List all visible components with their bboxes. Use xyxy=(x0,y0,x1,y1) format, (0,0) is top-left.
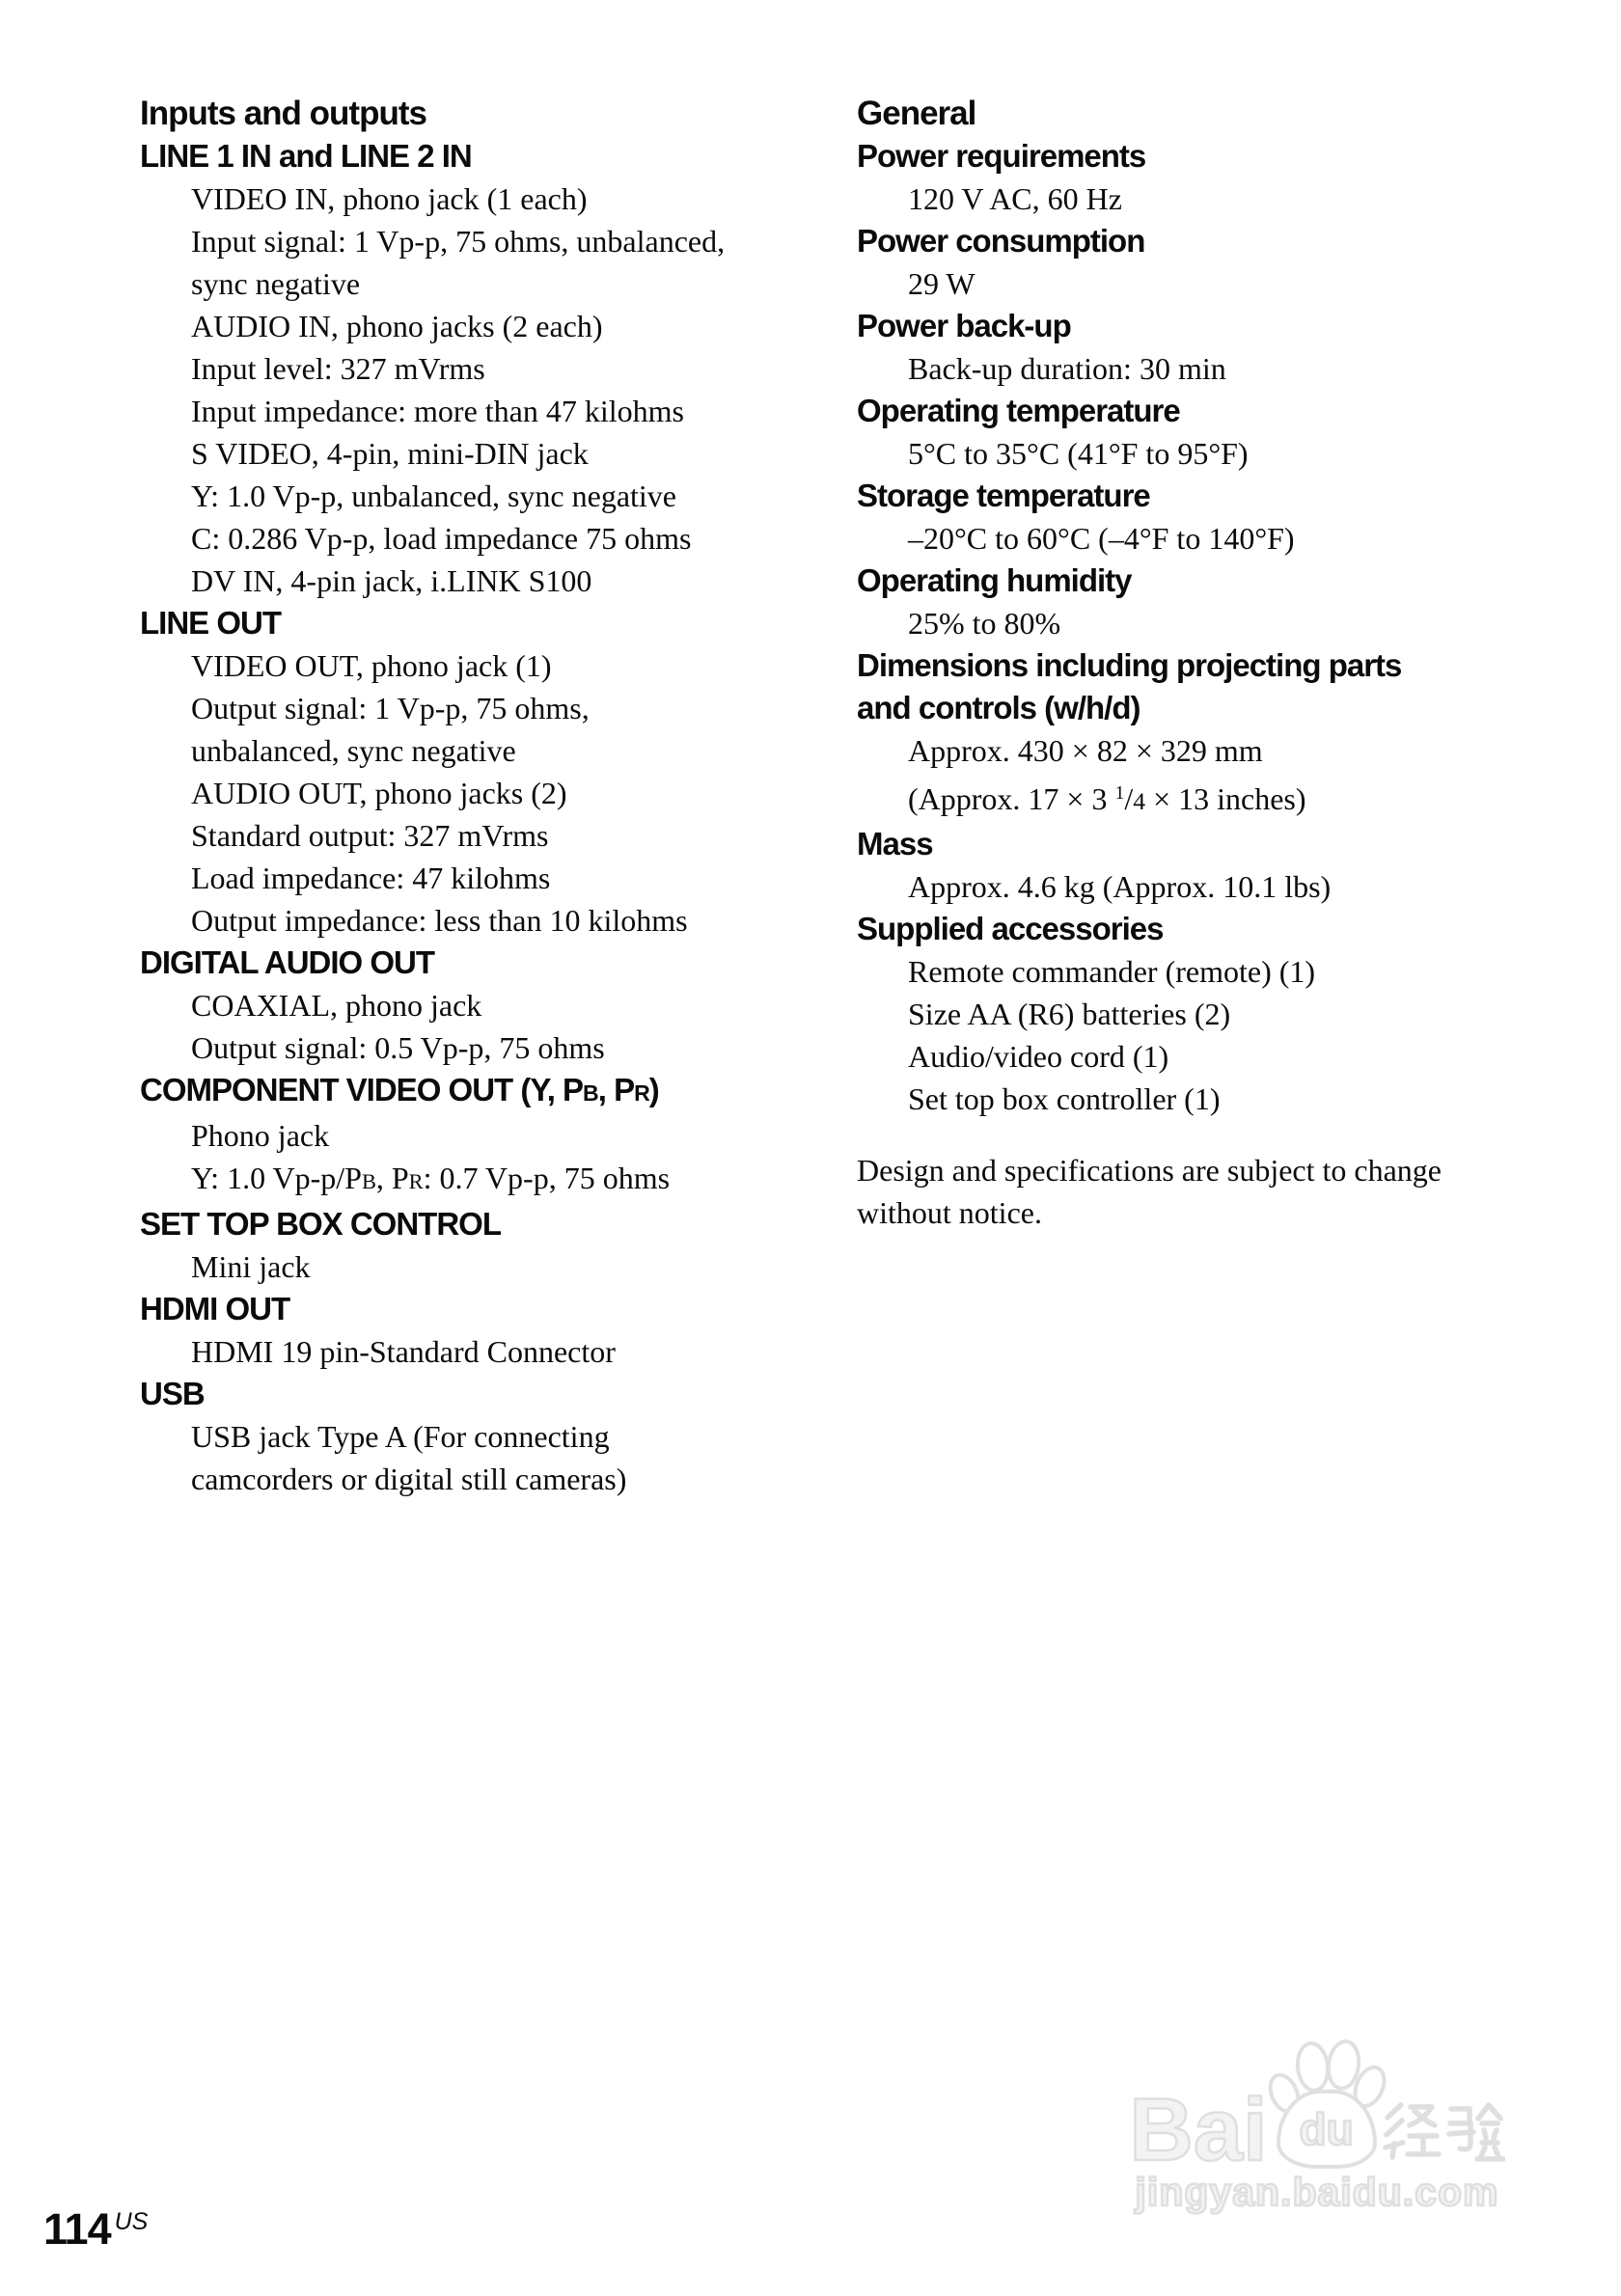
spec-line: Input impedance: more than 47 kilohms xyxy=(191,394,684,428)
spec-line: HDMI 19 pin-Standard Connector xyxy=(191,1334,616,1369)
spec-line: C: 0.286 Vp-p, load impedance 75 ohms xyxy=(191,521,692,556)
subheading-digital-audio-out: DIGITAL AUDIO OUT xyxy=(140,944,435,980)
spec-line: 29 W xyxy=(908,266,975,301)
spec-line: Output signal: 1 Vp-p, 75 ohms, xyxy=(191,691,590,725)
spec-line: Input signal: 1 Vp-p, 75 ohms, unbalanced, xyxy=(191,224,726,259)
baidu-paw-icon xyxy=(1270,2037,1378,2165)
subheading-operating-temperature: Operating temperature xyxy=(857,393,1180,428)
spec-line: Mini jack xyxy=(191,1249,311,1284)
subheading-storage-temperature: Storage temperature xyxy=(857,478,1150,513)
spec-line: Output signal: 0.5 Vp-p, 75 ohms xyxy=(191,1030,605,1065)
spec-line: (Approx. 17 × 3 $^1$/4 × 13 inches) xyxy=(908,780,1306,816)
inputs-outputs-column xyxy=(140,93,835,1500)
spec-line: AUDIO IN, phono jacks (2 each) xyxy=(191,309,603,343)
subheading-dimensions: Dimensions including projecting parts xyxy=(857,647,1402,683)
subheading-operating-humidity: Operating humidity xyxy=(857,562,1132,598)
subheading-dimensions-cont: and controls (w/h/d) xyxy=(857,690,1140,725)
spec-line: –20°C to 60°C (–4°F to 140°F) xyxy=(908,521,1295,556)
page-number xyxy=(43,2204,149,2254)
spec-line: S VIDEO, 4-pin, mini-DIN jack xyxy=(191,436,589,471)
spec-line: Load impedance: 47 kilohms xyxy=(191,861,551,895)
watermark-url: jingyan.baidu.com xyxy=(1135,2170,1499,2214)
cn-char-jing-icon xyxy=(1380,2099,1442,2163)
cn-char-yan-icon xyxy=(1443,2099,1505,2163)
subheading-usb: USB xyxy=(140,1376,205,1411)
spec-line: Output impedance: less than 10 kilohms xyxy=(191,903,688,938)
baidu-logo-text-bai: Bai xyxy=(1129,2081,1268,2180)
subheading-power-consumption: Power consumption xyxy=(857,223,1145,259)
baidu-jingyan-watermark xyxy=(1100,2037,1534,2212)
spec-line: Approx. 430 × 82 × 329 mm xyxy=(908,733,1263,768)
footnote-line: without notice. xyxy=(857,1194,1042,1230)
spec-line: Phono jack xyxy=(191,1118,330,1153)
spec-line: Standard output: 327 mVrms xyxy=(191,818,549,853)
spec-line: VIDEO IN, phono jack (1 each) xyxy=(191,181,588,216)
section-title-general: General xyxy=(857,95,976,132)
spec-line: 120 V AC, 60 Hz xyxy=(908,181,1122,216)
baidu-logo-text-du: du xyxy=(1299,2104,1354,2154)
subheading-power-requirements: Power requirements xyxy=(857,138,1146,174)
spec-line: 5°C to 35°C (41°F to 95°F) xyxy=(908,436,1249,471)
subheading-set-top-box-control: SET TOP BOX CONTROL xyxy=(140,1206,501,1242)
spec-line: Y: 1.0 Vp-p/PB, PR: 0.7 Vp-p, 75 ohms xyxy=(191,1161,671,1195)
spec-line: Audio/video cord (1) xyxy=(908,1038,1169,1074)
spec-line: sync negative xyxy=(191,266,361,301)
spec-line: camcorders or digital still cameras) xyxy=(191,1462,627,1496)
subheading-hdmi-out: HDMI OUT xyxy=(140,1291,290,1326)
spec-line: Remote commander (remote) (1) xyxy=(908,953,1316,989)
footnote xyxy=(857,1149,1609,1234)
subheading-component-video-out: COMPONENT VIDEO OUT (Y, PB, PR) xyxy=(140,1072,659,1107)
spec-line: unbalanced, sync negative xyxy=(191,733,516,768)
spec-line: AUDIO OUT, phono jacks (2) xyxy=(191,776,567,810)
subheading-power-back-up: Power back-up xyxy=(857,308,1071,343)
general-column xyxy=(857,93,1609,1234)
page-number-value: 114 xyxy=(43,2204,111,2254)
spec-line: Y: 1.0 Vp-p, unbalanced, sync negative xyxy=(191,478,676,513)
spec-line: Back-up duration: 30 min xyxy=(908,351,1226,386)
spec-line: USB jack Type A (For connecting xyxy=(191,1419,610,1454)
spec-line: DV IN, 4-pin jack, i.LINK S100 xyxy=(191,563,592,598)
baidu-logo xyxy=(1100,2037,1534,2180)
spec-line: VIDEO OUT, phono jack (1) xyxy=(191,648,552,683)
footnote-line: Design and specifications are subject to change xyxy=(857,1152,1442,1188)
spec-line: 25% to 80% xyxy=(908,606,1061,641)
spec-line: Set top box controller (1) xyxy=(908,1080,1221,1116)
spec-line: Approx. 4.6 kg (Approx. 10.1 lbs) xyxy=(908,868,1332,904)
subheading-line-out: LINE OUT xyxy=(140,605,281,641)
baidu-jingyan-cn-characters xyxy=(1380,2099,1505,2165)
spec-line: Input level: 327 mVrms xyxy=(191,351,485,386)
spec-line: Size AA (R6) batteries (2) xyxy=(908,996,1231,1031)
spec-line: COAXIAL, phono jack xyxy=(191,988,482,1023)
subheading-line-1-in-and-line-2-in: LINE 1 IN and LINE 2 IN xyxy=(140,138,472,174)
subheading-supplied-accessories: Supplied accessories xyxy=(857,910,1164,946)
section-title-inputs-and-outputs: Inputs and outputs xyxy=(140,95,426,132)
page-number-region-suffix: US xyxy=(114,2208,149,2235)
subheading-mass: Mass xyxy=(857,825,933,861)
